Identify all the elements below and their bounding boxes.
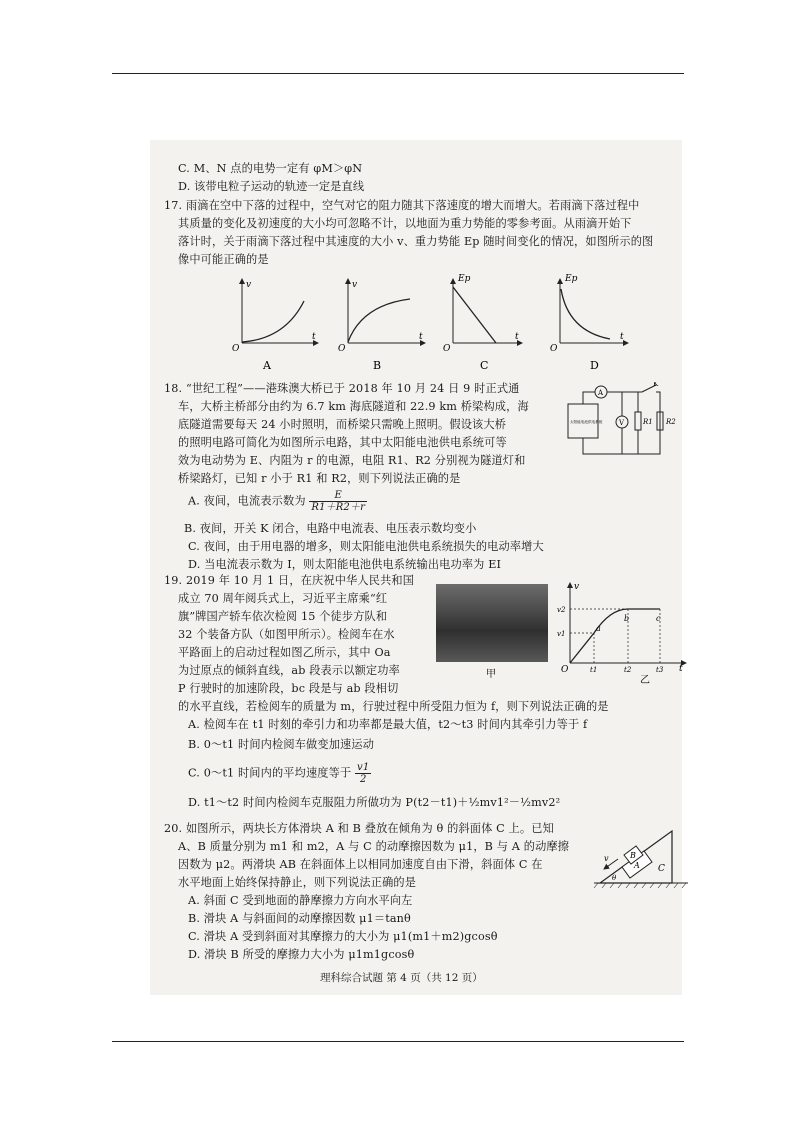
q17-line: 其质量的变化及初速度的大小均可忽略不计，以地面为重力势能的零参考面。从雨滴开始下 xyxy=(178,217,632,230)
page-footer: 理科综合试题 第 4 页（共 12 页） xyxy=(320,972,483,984)
fig-jia-label: 甲 xyxy=(486,669,496,680)
graph-b xyxy=(338,279,425,372)
block-b-label: B xyxy=(630,851,636,860)
graph-a-label: A xyxy=(263,359,271,372)
q18-line: 车，大桥主桥部分由约为 6.7 km 海底隧道和 22.9 km 桥梁构成，海 xyxy=(178,400,529,413)
circuit-voltmeter: V xyxy=(619,419,625,427)
graph-d-label: D xyxy=(590,359,599,372)
q20-option-b: B. 滑块 A 与斜面间的动摩擦因数 μ1＝tanθ xyxy=(188,912,411,925)
fig-origin: O xyxy=(561,665,569,675)
q19-line: 19. 2019 年 10 月 1 日，在庆祝中华人民共和国 xyxy=(164,574,415,587)
bottom-rule xyxy=(112,1041,684,1042)
circuit-battery-label: 太阳能电池供电系统 xyxy=(570,420,603,424)
q19-option-c xyxy=(188,762,371,785)
graph-d xyxy=(550,274,628,372)
q18-line: 的照明电路可简化为如图所示电路，其中太阳能电池供电系统可等 xyxy=(178,436,507,449)
q19-option-d: D. t1～t2 时间内检阅车克服阻力所做功为 P(t2－t1)＋½mv1²－½mv2² xyxy=(188,796,561,809)
velocity-label: v xyxy=(604,854,609,863)
q19-option-c-fraction xyxy=(355,762,371,785)
q16-option-d: D. 该带电粒子运动的轨迹一定是直线 xyxy=(178,180,365,193)
q19-line: 平路面上的启动过程如图乙所示，其中 Oa xyxy=(178,646,391,659)
graph-b-x-label: t xyxy=(419,332,423,342)
q19-line: 旗”牌国产轿车依次检阅 15 个徒步方队和 xyxy=(178,610,388,623)
q19-option-a: A. 检阅车在 t1 时刻的牵引力和功率都是最大值，t2～t3 时间内其牵引力等于 f xyxy=(188,718,588,731)
q19-option-b: B. 0～t1 时间内检阅车做变加速运动 xyxy=(188,738,375,751)
q17-line: 像中可能正确的是 xyxy=(178,253,269,266)
fig-v-axis: v xyxy=(574,582,580,592)
q19-option-c-text: C. 0～t1 时间内的平均速度等于 xyxy=(188,766,352,780)
fig-t-axis: t xyxy=(679,664,683,674)
q20-option-c: C. 滑块 A 受到斜面对其摩擦力的大小为 μ1(m1＋m2)gcosθ xyxy=(188,930,498,943)
fig-t3: t3 xyxy=(656,666,664,674)
graph-a xyxy=(232,279,318,372)
fig-v1: v1 xyxy=(557,630,566,638)
q20-option-d: D. 滑块 B 所受的摩擦力大小为 μ1m1gcosθ xyxy=(188,948,415,961)
fig-t2: t2 xyxy=(624,666,632,674)
q19-line: P 行驶时的加速阶段，bc 段是与 ab 段相切 xyxy=(178,682,399,695)
fraction-numerator: v1 xyxy=(357,762,370,773)
graph-b-label: B xyxy=(373,359,382,372)
fig-t1: t1 xyxy=(590,666,598,674)
q18-circuit-diagram xyxy=(560,382,690,462)
q18-option-c: C. 夜间，由于用电器的增多，则太阳能电池供电系统损失的电动率增大 xyxy=(188,540,544,553)
q19-line: 的水平直线，若检阅车的质量为 m，行驶过程中所受阻力恒为 f，则下列说法正确的是 xyxy=(178,700,609,713)
q20-line: 20. 如图所示，两块长方体滑块 A 和 B 叠放在倾角为 θ 的斜面体 C 上。已知 xyxy=(164,822,554,835)
top-rule xyxy=(112,73,684,74)
graph-c-x-label: t xyxy=(515,332,519,342)
graph-d-y-label: Ep xyxy=(565,274,578,284)
circuit-switch: K xyxy=(653,382,659,388)
q17-graphs xyxy=(0,265,794,375)
fig-point-b: b xyxy=(624,614,630,623)
q18-line: 效为电动势为 E、内阻为 r 的电源，电阻 R1、R2 分别视为隧道灯和 xyxy=(178,454,526,467)
graph-a-origin: O xyxy=(232,344,240,354)
q17-line: 17. 雨滴在空中下落的过程中，空气对它的阻力随其下落速度的增大而增大。若雨滴下落过程中 xyxy=(164,199,640,212)
q18-option-a-fraction xyxy=(309,490,367,513)
q18-option-a-text: A. 夜间，电流表示数为 xyxy=(188,494,306,508)
graph-b-y-label: v xyxy=(352,280,358,290)
fraction-denominator: 2 xyxy=(359,774,367,785)
circuit-r2: R2 xyxy=(666,418,676,426)
q18-line: 底隧道需要每天 24 小时照明，而桥梁只需晚上照明。假设该大桥 xyxy=(178,418,507,431)
fig-yi-label: 乙 xyxy=(640,675,650,685)
q18-line: 桥梁路灯，已知 r 小于 R1 和 R2，则下列说法正确的是 xyxy=(178,472,461,485)
graph-a-y-label: v xyxy=(246,280,252,290)
graph-d-x-label: t xyxy=(620,332,624,342)
q16-option-c: C. M、N 点的电势一定有 φM＞φN xyxy=(178,162,363,175)
graph-b-origin: O xyxy=(338,344,346,354)
graph-c-y-label: Ep xyxy=(458,274,471,284)
fig-point-a: a xyxy=(596,624,601,633)
circuit-ammeter: A xyxy=(598,389,604,397)
block-a-label: A xyxy=(634,861,640,870)
q19-figure-labels xyxy=(0,575,794,685)
q18-option-b: B. 夜间，开关 K 闭合，电路中电流表、电压表示数均变小 xyxy=(184,522,477,535)
q20-line: A、B 质量分别为 m1 和 m2，A 与 C 的动摩擦因数为 μ1，B 与 A 的动摩擦 xyxy=(178,840,570,853)
q20-option-a: A. 斜面 C 受到地面的静摩擦力方向水平向左 xyxy=(188,894,413,907)
fraction-numerator: E xyxy=(309,490,367,502)
graph-d-origin: O xyxy=(550,344,558,354)
q18-option-d: D. 当电流表示数为 I，则太阳能电池供电系统输出电功率为 EI xyxy=(188,558,502,571)
q20-line: 因数为 μ2。两滑块 AB 在斜面体上以相同加速度自由下滑，斜面体 C 在 xyxy=(178,858,543,871)
graph-a-x-label: t xyxy=(312,332,316,342)
q20-incline-diagram xyxy=(592,815,692,895)
q20-line: 水平地面上始终保持静止，则下列说法正确的是 xyxy=(178,876,417,889)
graph-c xyxy=(443,274,522,372)
graph-c-label: C xyxy=(480,359,489,372)
fig-v2: v2 xyxy=(557,606,566,614)
q19-line: 32 个装备方队（如图甲所示）。检阅车在水 xyxy=(178,628,395,641)
angle-label: θ xyxy=(612,874,617,882)
q19-line: 成立 70 周年阅兵式上，习近平主席乘“红 xyxy=(178,592,388,605)
fraction-denominator: R1＋R2＋r xyxy=(311,502,366,513)
q18-line: 18. “世纪工程”——港珠澳大桥已于 2018 年 10 月 24 日 9 时正式通 xyxy=(164,382,520,395)
incline-c-label: C xyxy=(658,864,665,874)
q18-option-a xyxy=(188,490,367,513)
graph-c-origin: O xyxy=(443,344,451,354)
q19-line: 为过原点的倾斜直线，ab 段表示以额定功率 xyxy=(178,664,400,677)
q17-line: 落计时，关于雨滴下落过程中其速度的大小 v、重力势能 Ep 随时间变化的情况，如图所示的图 xyxy=(178,235,654,248)
circuit-r1: R1 xyxy=(643,418,653,426)
fig-point-c: c xyxy=(656,614,661,623)
